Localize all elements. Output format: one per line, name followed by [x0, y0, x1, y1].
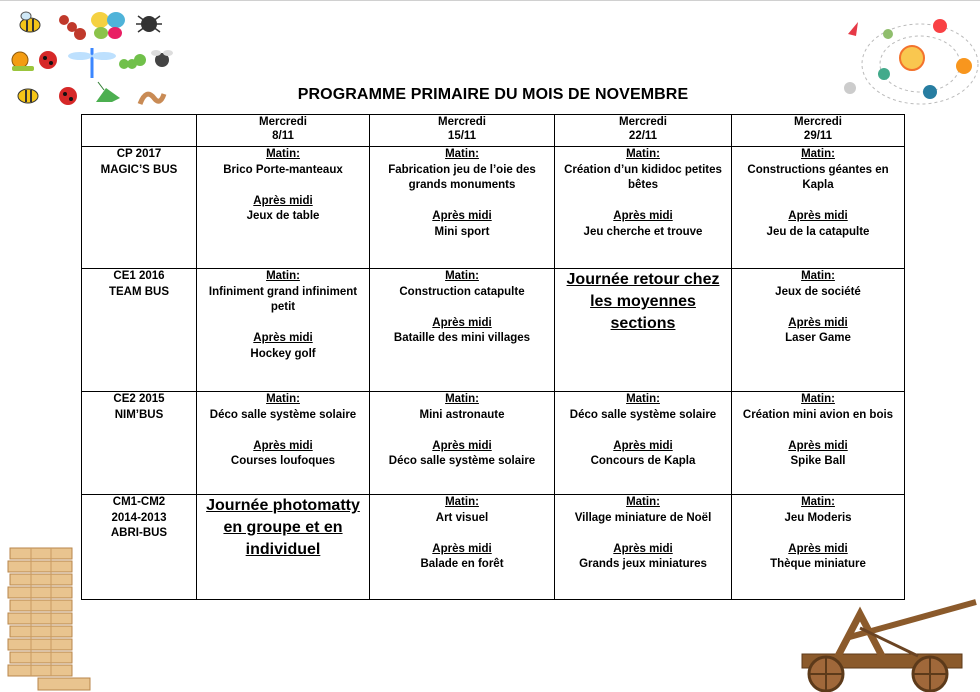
afternoon-label: Après midi [432, 439, 492, 452]
group-line: NIM’BUS [114, 408, 164, 421]
afternoon-label: Après midi [432, 316, 492, 329]
group-line: TEAM BUS [108, 285, 170, 298]
morning-label: Matin: [626, 393, 660, 405]
column-date: 15/11 [447, 130, 477, 142]
morning-label: Matin: [266, 270, 300, 282]
top-border-line [0, 0, 980, 1]
fly-icon [151, 50, 173, 67]
afternoon-label: Après midi [613, 210, 673, 222]
column-day: Mercredi [438, 116, 486, 128]
morning-label: Matin: [801, 496, 835, 508]
group-line: CE2 2015 [113, 393, 165, 405]
morning-activity: Constructions géantes en Kapla [747, 163, 889, 191]
activity-cell [732, 495, 905, 600]
afternoon-activity: Jeux de table [246, 210, 320, 222]
column-header [197, 115, 370, 147]
activity-cell [732, 392, 905, 495]
morning-activity: Jeu Moderis [784, 511, 852, 524]
column-date: 29/11 [803, 130, 833, 142]
column-header [732, 115, 905, 147]
morning-activity: Jeux de société [775, 285, 861, 298]
group-line: MAGIC’S BUS [100, 163, 178, 176]
afternoon-label: Après midi [432, 542, 492, 555]
butterfly-icon [91, 12, 125, 39]
afternoon-activity: Déco salle système solaire [388, 455, 536, 467]
column-header [555, 115, 732, 147]
group-line: ABRI-BUS [110, 527, 168, 539]
activity-cell [370, 392, 555, 495]
afternoon-label: Après midi [253, 332, 313, 344]
afternoon-activity: Concours de Kapla [590, 455, 696, 467]
afternoon-activity: Balade en forêt [420, 558, 504, 570]
morning-activity: Déco salle système solaire [209, 408, 357, 421]
afternoon-activity: Spike Ball [790, 455, 846, 467]
bee-icon [20, 12, 40, 32]
afternoon-label: Après midi [432, 210, 492, 222]
group-label [82, 147, 197, 269]
special-day-cell [197, 495, 370, 600]
morning-label: Matin: [445, 270, 479, 282]
column-day: Mercredi [619, 116, 667, 128]
afternoon-activity: Courses loufoques [230, 455, 336, 467]
afternoon-activity: Jeu cherche et trouve [583, 225, 703, 238]
group-label [82, 495, 197, 600]
morning-label: Matin: [266, 393, 300, 405]
table-row [82, 147, 905, 269]
column-date: 8/11 [272, 130, 294, 142]
morning-activity: Mini astronaute [419, 408, 505, 421]
table-row [82, 495, 905, 600]
activity-cell [197, 269, 370, 392]
column-date: 22/11 [628, 130, 658, 142]
group-line: CM1-CM2 [112, 496, 166, 508]
table-row [82, 392, 905, 495]
morning-label: Matin: [626, 496, 660, 508]
morning-label: Matin: [445, 393, 479, 405]
group-line: CP 2017 [116, 148, 162, 160]
ant-icon [59, 15, 86, 40]
activity-cell [370, 269, 555, 392]
morning-label: Matin: [445, 148, 479, 160]
schedule-table [81, 114, 905, 600]
afternoon-label: Après midi [253, 439, 313, 452]
corner-cell [82, 115, 197, 147]
morning-activity: Création mini avion en bois [742, 408, 894, 421]
morning-label: Matin: [801, 148, 835, 160]
morning-activity: Création d’un kididoc petites bêtes [564, 163, 722, 191]
morning-label: Matin: [801, 270, 835, 282]
morning-activity: Infiniment grand infiniment petit [208, 285, 358, 313]
activity-cell [370, 147, 555, 269]
morning-activity: Village miniature de Noël [574, 511, 712, 524]
caterpillar-icon [119, 54, 146, 69]
morning-activity: Fabrication jeu de l’oie des grands monuments [388, 163, 536, 191]
morning-label: Matin: [801, 393, 835, 405]
activity-cell [197, 147, 370, 269]
activity-cell [555, 495, 732, 600]
spider-icon [136, 16, 162, 32]
column-header [370, 115, 555, 147]
morning-label: Matin: [626, 148, 660, 160]
snail-icon [12, 52, 34, 71]
afternoon-activity: Mini sport [434, 225, 490, 238]
ladybug-icon [39, 51, 57, 69]
morning-activity: Déco salle système solaire [569, 408, 717, 421]
afternoon-label: Après midi [613, 542, 673, 555]
activity-cell [732, 269, 905, 392]
table-row [82, 269, 905, 392]
afternoon-activity: Jeu de la catapulte [766, 225, 870, 238]
afternoon-label: Après midi [788, 439, 848, 452]
morning-activity: Art visuel [435, 511, 489, 524]
afternoon-label: Après midi [613, 439, 673, 452]
special-day-text: Journée photomatty en groupe et en individuel [206, 497, 360, 558]
afternoon-activity: Bataille des mini villages [393, 332, 531, 344]
group-line: 2014-2013 [111, 511, 167, 524]
morning-activity: Brico Porte-manteaux [223, 163, 343, 176]
activity-cell [555, 147, 732, 269]
afternoon-label: Après midi [788, 316, 848, 329]
group-label [82, 392, 197, 495]
afternoon-activity: Grands jeux miniatures [579, 558, 707, 570]
activity-cell [197, 392, 370, 495]
activity-cell [555, 392, 732, 495]
header-row [82, 115, 905, 147]
afternoon-label: Après midi [788, 542, 848, 555]
afternoon-label: Après midi [788, 210, 848, 222]
page-title: PROGRAMME PRIMAIRE DU MOIS DE NOVEMBRE [297, 86, 689, 103]
morning-activity: Construction catapulte [399, 285, 525, 298]
afternoon-activity: Laser Game [785, 332, 851, 344]
afternoon-label: Après midi [253, 194, 313, 207]
afternoon-activity: Hockey golf [250, 347, 316, 360]
activity-cell [370, 495, 555, 600]
column-day: Mercredi [259, 116, 307, 128]
morning-label: Matin: [266, 148, 300, 160]
group-line: CE1 2016 [113, 270, 165, 282]
afternoon-activity: Thèque miniature [770, 558, 866, 570]
group-label [82, 269, 197, 392]
activity-cell [732, 147, 905, 269]
wooden-block-tower-icon [4, 542, 94, 692]
dragonfly-icon [68, 48, 116, 78]
special-day-text: Journée retour chez les moyennes sections [566, 271, 720, 332]
catapult-icon [798, 598, 980, 692]
morning-label: Matin: [445, 496, 479, 508]
column-day: Mercredi [794, 116, 842, 128]
special-day-cell [555, 269, 732, 392]
